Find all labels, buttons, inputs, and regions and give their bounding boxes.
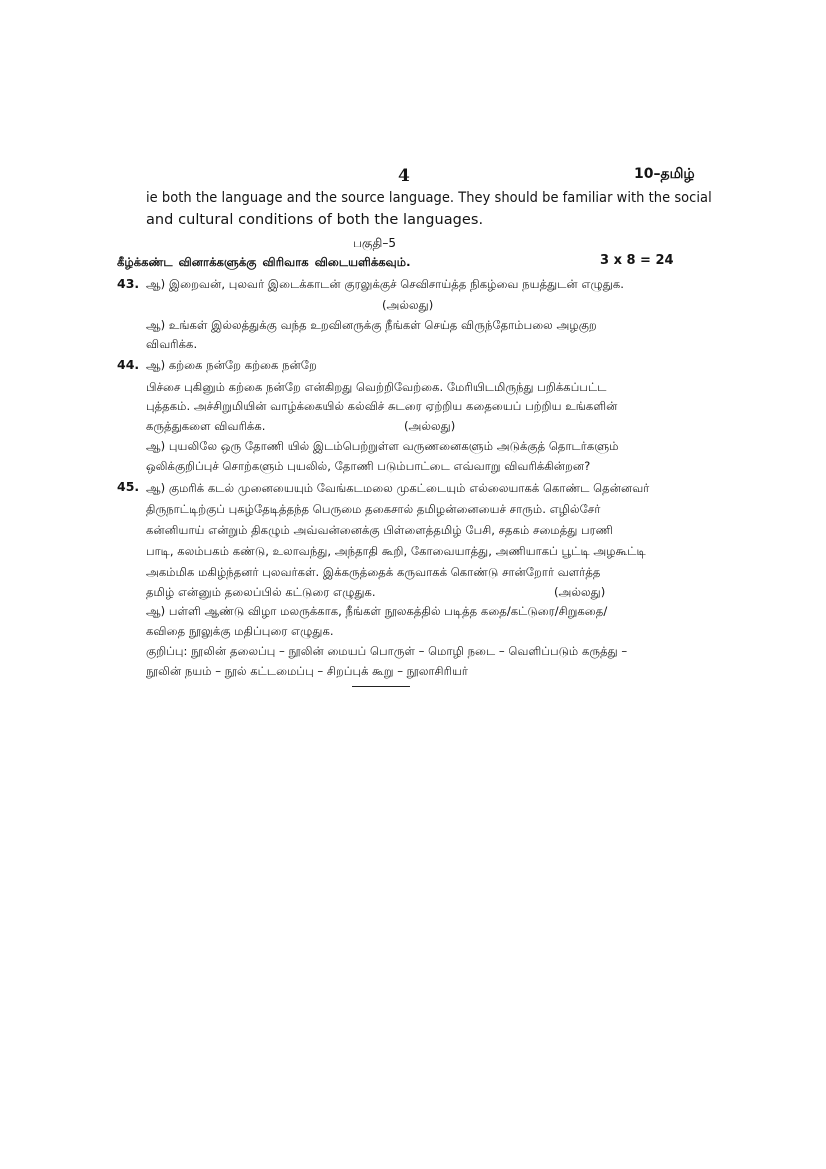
question-number-44: 44. [117, 357, 140, 372]
question-45-a-line: திருநாட்டிற்குப் புகழ்தேடித்தந்த பெருமை தகைசால் தமிழன்னையைச் சாரும். எழில்சேர் [146, 502, 601, 516]
question-45-note-line: நூலின் நயம் – நூல் கட்டமைப்பு – சிறப்புக் கூறு – நூலாசிரியர் [146, 664, 468, 678]
question-44-a-line: புத்தகம். அச்சிறுமியின் வாழ்க்கையில் கல்விச் சுடரை ஏற்றிய கதையைப் பற்றிய உங்களின் [146, 399, 618, 413]
question-45-note-line: குறிப்பு: நூலின் தலைப்பு – நூலின் மையப் பொருள் – மொழி நடை – வெளிப்படும் கருத்து – [146, 644, 628, 658]
end-rule [352, 686, 410, 687]
question-number-45: 45. [117, 479, 140, 494]
question-45-a-line: பாடி, கலம்பகம் கண்டு, உலாவந்து, அந்தாதி கூறி, கோவையாத்து, அணியாகப் பூட்டி அழகூட்டி [146, 544, 646, 558]
paper-code: 10–தமிழ் [634, 166, 695, 182]
question-45-b-line: கவிதை நூலுக்கு மதிப்புரை எழுதுக. [146, 624, 334, 638]
question-45-a-line: கன்னியாய் என்றும் திகழும் அவ்வன்னைக்கு பிள்ளைத்தமிழ் பேசி, சதகம் சமைத்து பரணி [146, 523, 613, 537]
question-number-43: 43. [117, 276, 140, 291]
question-45-or: (அல்லது) [554, 585, 606, 599]
intro-line: ie both the language and the source language. They should be familiar with the social [146, 190, 712, 206]
question-44-or: (அல்லது) [404, 419, 456, 433]
section-title: பகுதி–5 [353, 236, 396, 250]
question-44-a-line: கருத்துகளை விவரிக்க. [146, 419, 266, 433]
intro-line: and cultural conditions of both the languages. [146, 212, 484, 228]
question-44-a-line: ஆ) கற்கை நன்றே கற்கை நன்றே [146, 358, 317, 372]
question-45-b-line: ஆ) பள்ளி ஆண்டு விழா மலருக்காக, நீங்கள் நூலகத்தில் படித்த கதை/கட்டுரை/சிறுகதை/ [146, 604, 608, 618]
question-43-b-line: ஆ) உங்கள் இல்லத்துக்கு வந்த உறவினருக்கு நீங்கள் செய்த விருந்தோம்பலை அழகுற [146, 318, 597, 332]
question-44-b-line: ஒலிக்குறிப்புச் சொற்களும் புயலில், தோணி படும்பாட்டை எவ்வாறு விவரிக்கின்றன? [146, 459, 591, 473]
question-45-a-line: ஆ) குமரிக் கடல் முனையையும் வேங்கடமலை முகட்டையும் எல்லையாகக் கொண்ட தென்னவர் [146, 481, 650, 495]
question-45-a-line: அகம்மிக மகிழ்ந்தனர் புலவர்கள். இக்கருத்தைக் கருவாகக் கொண்டு சான்றோர் வளர்த்த [146, 565, 601, 579]
question-43-b-line: விவரிக்க. [146, 337, 198, 351]
question-44-b-line: ஆ) புயலிலே ஒரு தோணி யில் இடம்பெற்றுள்ள வருணனைகளும் அடுக்குத் தொடர்களும் [146, 439, 619, 453]
question-43-a: ஆ) இறைவன், புலவர் இடைக்காடன் குரலுக்குச் செவிசாய்த்த நிகழ்வை நயத்துடன் எழுதுக. [146, 277, 624, 291]
question-44-a-line: பிச்சை புகினும் கற்கை நன்றே என்கிறது வெற்றிவேற்கை. மேரியிடமிருந்து பறிக்கப்பட்ட [146, 380, 607, 394]
section-instruction: கீழ்க்கண்ட வினாக்களுக்கு விரிவாக விடையளிக்கவும். [117, 255, 411, 269]
section-marks: 3 x 8 = 24 [600, 253, 674, 268]
question-45-a-line: தமிழ் என்னும் தலைப்பில் கட்டுரை எழுதுக. [146, 585, 376, 599]
page-number: 4 [398, 166, 410, 186]
question-43-or: (அல்லது) [382, 298, 434, 312]
